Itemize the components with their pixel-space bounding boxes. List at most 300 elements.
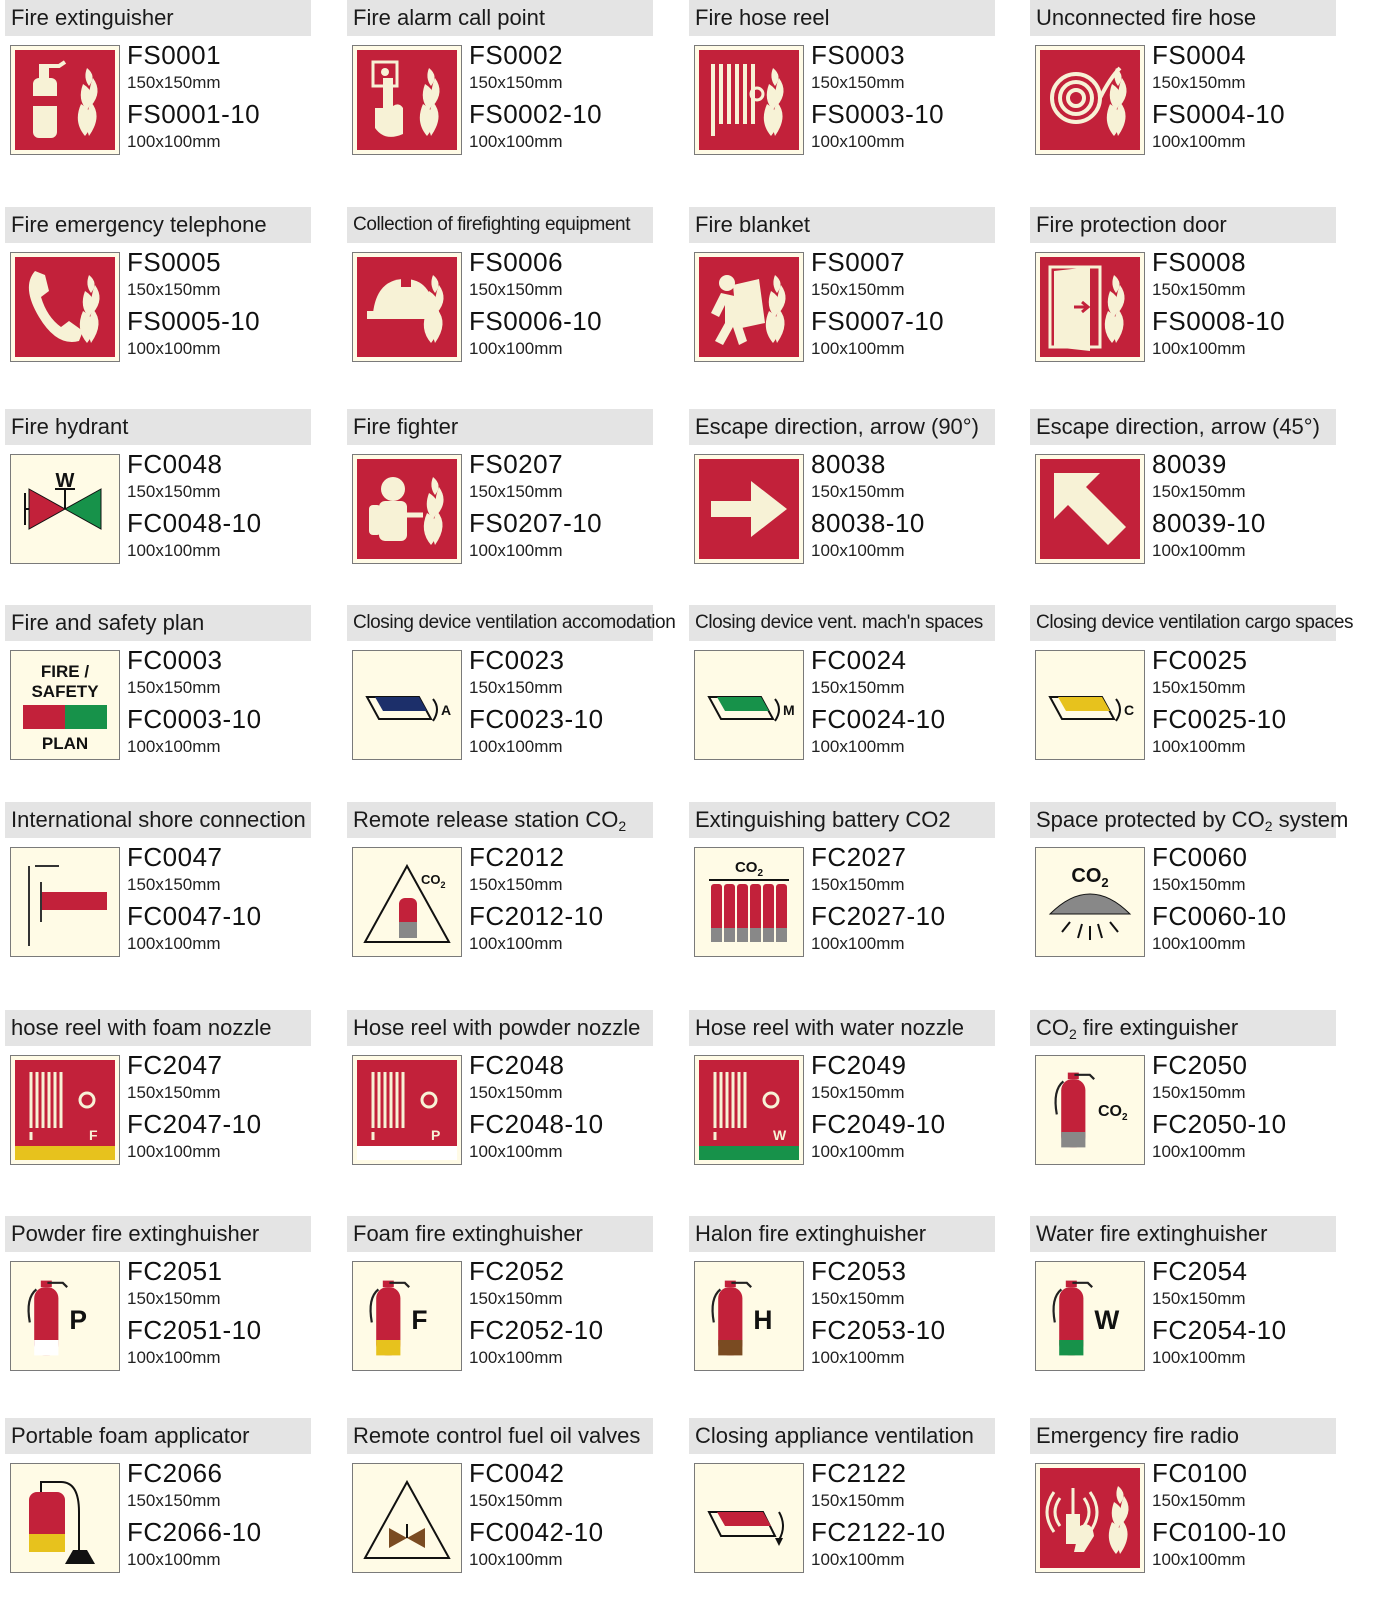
sign-title [1030, 0, 1336, 36]
sign-title-text: Powder fire extinghuisher [11, 1221, 260, 1246]
product-size-small: 100x100mm [1152, 737, 1246, 756]
sign-title [347, 802, 653, 838]
svg-text:PLAN: PLAN [41, 734, 89, 753]
product-code: FC0042 [469, 1458, 565, 1488]
sign-card [1030, 1216, 1336, 1396]
product-size: 150x150mm [811, 1289, 905, 1308]
sign-graphic [357, 655, 457, 755]
product-code: FS0007 [811, 247, 906, 277]
sign-card [347, 207, 653, 387]
svg-text:H: H [753, 1305, 773, 1335]
product-code-small: FC0060-10 [1152, 901, 1287, 931]
sign-title [689, 0, 995, 36]
sign-title [5, 1418, 311, 1454]
product-size-small: 100x100mm [811, 1142, 905, 1161]
sign-graphic [15, 459, 115, 559]
sign-title [689, 802, 995, 838]
svg-text:W: W [773, 1127, 787, 1143]
sign-title-text: Fire and safety plan [11, 610, 205, 635]
sign-title-text: Portable foam applicator [11, 1423, 250, 1448]
sign-card [347, 409, 653, 589]
product-size: 150x150mm [127, 482, 221, 501]
product-code-small: FC0003-10 [127, 704, 262, 734]
sign-title [1030, 1418, 1336, 1454]
product-code-small: 80038-10 [811, 508, 925, 538]
svg-text:FIRE /: FIRE / [40, 662, 90, 681]
sign-title [689, 1216, 995, 1252]
sign-codes [811, 40, 995, 158]
sign-codes [1152, 1256, 1336, 1374]
product-code-small: FC2047-10 [127, 1109, 262, 1139]
sign-title-suffix: fire extinguisher [1076, 1015, 1239, 1040]
sign-codes [811, 1256, 995, 1374]
product-code: FC2053 [811, 1256, 907, 1286]
sign-codes [1152, 1050, 1336, 1168]
product-size-small: 100x100mm [469, 1550, 563, 1569]
sign-title [5, 207, 311, 243]
product-size: 150x150mm [469, 1289, 563, 1308]
sign-title-subscript: 2 [1069, 1026, 1077, 1042]
sign-title-suffix: system [1272, 807, 1349, 832]
product-size-small: 100x100mm [469, 934, 563, 953]
halon-extinguisher-icon [694, 1261, 804, 1371]
sign-graphic [699, 852, 799, 952]
product-code: FS0001 [127, 40, 222, 70]
sign-title [1030, 802, 1349, 838]
product-size: 150x150mm [1152, 73, 1246, 92]
unconnected-fire-hose-icon [1035, 45, 1145, 155]
sign-card [1030, 207, 1336, 387]
sign-codes [469, 247, 653, 365]
sign-graphic [15, 1060, 115, 1160]
product-size-small: 100x100mm [811, 934, 905, 953]
product-code-small: 80039-10 [1152, 508, 1266, 538]
fire-blanket-icon [694, 252, 804, 362]
product-size-small: 100x100mm [127, 1142, 221, 1161]
product-code: FC2050 [1152, 1050, 1248, 1080]
sign-card [347, 1010, 653, 1190]
product-size: 150x150mm [811, 73, 905, 92]
fire-safety-plan-icon [10, 650, 120, 760]
product-code: FC0048 [127, 449, 223, 479]
product-size-small: 100x100mm [811, 737, 905, 756]
product-code: FC2051 [127, 1256, 223, 1286]
svg-text:W: W [55, 470, 75, 492]
fuel-oil-valve-icon [352, 1463, 462, 1573]
sign-title-text: Remote release station CO [353, 807, 619, 832]
product-code: FC0025 [1152, 645, 1248, 675]
product-size-small: 100x100mm [469, 1142, 563, 1161]
sign-card [1030, 605, 1354, 785]
sign-codes [811, 842, 995, 960]
sign-codes [469, 1050, 653, 1168]
svg-text:CO2: $CO_2$ [1071, 865, 1109, 890]
product-code-small: FC0048-10 [127, 508, 262, 538]
sign-graphic [357, 257, 457, 357]
sign-title [347, 0, 653, 36]
product-code: FC2066 [127, 1458, 223, 1488]
sign-title-text: Extinguishing battery CO2 [695, 807, 951, 832]
product-code-small: FC2048-10 [469, 1109, 604, 1139]
sign-card [5, 207, 311, 387]
product-code-small: FC0042-10 [469, 1517, 604, 1547]
sign-title [1030, 1216, 1336, 1252]
product-size: 150x150mm [1152, 1491, 1246, 1510]
sign-graphic [357, 852, 457, 952]
sign-title-text: Closing device vent. mach'n spaces [695, 612, 983, 633]
sign-title-text: Unconnected fire hose [1036, 5, 1257, 30]
sign-title-text: Closing appliance ventilation [695, 1423, 974, 1448]
product-size: 150x150mm [469, 280, 563, 299]
product-code: FS0006 [469, 247, 564, 277]
svg-text:P: P [69, 1305, 88, 1335]
product-size-small: 100x100mm [469, 541, 563, 560]
sign-card [689, 409, 995, 589]
product-size: 150x150mm [469, 1491, 563, 1510]
sign-title-text: hose reel with foam nozzle [11, 1015, 272, 1040]
product-size: 150x150mm [811, 482, 905, 501]
foam-applicator-icon [10, 1463, 120, 1573]
product-size-small: 100x100mm [127, 737, 221, 756]
arrow-right-icon [694, 454, 804, 564]
ventilation-flap-icon [1035, 650, 1145, 760]
product-code-small: FS0005-10 [127, 306, 261, 336]
product-size-small: 100x100mm [811, 1550, 905, 1569]
sign-title [347, 1010, 653, 1046]
product-size: 150x150mm [127, 280, 221, 299]
product-code-small: FS0004-10 [1152, 99, 1286, 129]
sign-card [689, 605, 995, 785]
sign-codes [811, 1458, 995, 1576]
sign-title [689, 1418, 995, 1454]
sign-title-text: Closing device ventilation cargo spaces [1036, 612, 1354, 633]
sign-title-text: Fire hydrant [11, 414, 129, 439]
sign-codes [469, 645, 653, 763]
sign-title [347, 409, 653, 445]
sign-card [347, 0, 653, 180]
sign-title [5, 605, 311, 641]
product-size: 150x150mm [469, 482, 563, 501]
svg-text:P: P [431, 1127, 441, 1143]
sign-card [689, 0, 995, 180]
product-size-small: 100x100mm [1152, 934, 1246, 953]
sign-title [689, 1010, 995, 1046]
sign-title [347, 605, 676, 641]
sign-graphic [357, 459, 457, 559]
sign-card [347, 605, 676, 785]
product-code-small: FC2066-10 [127, 1517, 262, 1547]
product-code-small: FS0207-10 [469, 508, 603, 538]
sign-card [689, 1216, 995, 1396]
sign-graphic [699, 459, 799, 559]
product-size-small: 100x100mm [469, 132, 563, 151]
product-code-small: FC0100-10 [1152, 1517, 1287, 1547]
product-code-small: FC2052-10 [469, 1315, 604, 1345]
product-size-small: 100x100mm [127, 541, 221, 560]
product-code: 80038 [811, 449, 886, 479]
product-size: 150x150mm [1152, 482, 1246, 501]
product-size: 150x150mm [811, 280, 905, 299]
sign-title-text: Water fire extinghuisher [1036, 1221, 1268, 1246]
product-code-small: FS0003-10 [811, 99, 945, 129]
product-code: FS0004 [1152, 40, 1247, 70]
sign-graphic [357, 50, 457, 150]
fire-telephone-icon [10, 252, 120, 362]
sign-graphic [699, 50, 799, 150]
sign-title-text: Fire alarm call point [353, 5, 545, 30]
sign-codes [127, 1458, 311, 1576]
svg-text:W: W [1094, 1305, 1120, 1335]
sign-graphic [1040, 257, 1140, 357]
product-code: 80039 [1152, 449, 1227, 479]
product-size: 150x150mm [127, 875, 221, 894]
sign-title [689, 207, 995, 243]
product-size: 150x150mm [811, 678, 905, 697]
product-code: FC0047 [127, 842, 223, 872]
sign-graphic [1040, 852, 1140, 952]
sign-title-text: CO [1036, 1015, 1069, 1040]
product-size-small: 100x100mm [127, 339, 221, 358]
product-size: 150x150mm [811, 1083, 905, 1102]
sign-graphic [699, 1266, 799, 1366]
product-size-small: 100x100mm [1152, 132, 1246, 151]
sign-graphic [357, 1060, 457, 1160]
product-code-small: FS0006-10 [469, 306, 603, 336]
product-code: FC0023 [469, 645, 565, 675]
sign-codes [1152, 247, 1336, 365]
product-size: 150x150mm [1152, 678, 1246, 697]
product-code: FC2047 [127, 1050, 223, 1080]
product-size-small: 100x100mm [127, 1550, 221, 1569]
product-size-small: 100x100mm [127, 1348, 221, 1367]
fire-hydrant-valve-icon [10, 454, 120, 564]
svg-text:SAFETY: SAFETY [31, 682, 99, 701]
sign-graphic [699, 257, 799, 357]
sign-graphic [1040, 655, 1140, 755]
sign-title [1030, 409, 1336, 445]
sign-title [1030, 207, 1336, 243]
sign-graphic [1040, 459, 1140, 559]
sign-card [1030, 1418, 1336, 1598]
product-size-small: 100x100mm [1152, 541, 1246, 560]
sign-card [347, 1418, 653, 1598]
sign-card [1030, 1010, 1336, 1190]
product-code: FC0003 [127, 645, 223, 675]
sign-codes [469, 1256, 653, 1374]
ventilation-flap-icon [352, 650, 462, 760]
product-code-small: FC2049-10 [811, 1109, 946, 1139]
product-size: 150x150mm [811, 875, 905, 894]
product-code-small: FC0023-10 [469, 704, 604, 734]
sign-title-text: Fire hose reel [695, 5, 830, 30]
sign-card [347, 1216, 653, 1396]
sign-card [1030, 802, 1349, 982]
powder-extinguisher-icon [10, 1261, 120, 1371]
sign-codes [469, 842, 653, 960]
sign-title [1030, 1010, 1336, 1046]
product-code-small: FC0025-10 [1152, 704, 1287, 734]
fire-fighter-icon [352, 454, 462, 564]
sign-codes [127, 247, 311, 365]
product-size-small: 100x100mm [1152, 1550, 1246, 1569]
product-code-small: FS0001-10 [127, 99, 261, 129]
sign-card [5, 1216, 311, 1396]
product-code-small: FC0047-10 [127, 901, 262, 931]
sign-graphic [699, 655, 799, 755]
product-code: FC0060 [1152, 842, 1248, 872]
sign-card [5, 605, 311, 785]
product-size: 150x150mm [469, 73, 563, 92]
sign-codes [469, 449, 653, 567]
sign-title-text: Escape direction, arrow (45°) [1036, 414, 1320, 439]
product-code: FS0003 [811, 40, 906, 70]
product-code-small: FC2122-10 [811, 1517, 946, 1547]
emergency-radio-icon [1035, 1463, 1145, 1573]
water-extinguisher-icon [1035, 1261, 1145, 1371]
product-size: 150x150mm [811, 1491, 905, 1510]
sign-title [689, 409, 995, 445]
sign-title [5, 0, 311, 36]
sign-title-subscript: 2 [1264, 818, 1273, 834]
product-size: 150x150mm [127, 1289, 221, 1308]
svg-text:CO2: $CO_2$ [734, 859, 764, 879]
sign-title [5, 802, 311, 838]
sign-title-text: Halon fire extinghuisher [695, 1221, 927, 1246]
sign-title-subscript: 2 [618, 818, 627, 834]
product-size-small: 100x100mm [1152, 339, 1246, 358]
svg-text:C: C [1124, 702, 1135, 718]
svg-text:CO2: $CO_2$ [1098, 1103, 1128, 1123]
product-code: FC2122 [811, 1458, 907, 1488]
product-size: 150x150mm [127, 1491, 221, 1510]
product-code: FC2052 [469, 1256, 565, 1286]
product-code: FS0002 [469, 40, 564, 70]
hose-reel-water-icon [694, 1055, 804, 1165]
product-code: FS0008 [1152, 247, 1247, 277]
sign-graphic [357, 1468, 457, 1568]
sign-codes [811, 247, 995, 365]
sign-graphic [1040, 1266, 1140, 1366]
product-size: 150x150mm [1152, 280, 1246, 299]
product-size-small: 100x100mm [811, 541, 905, 560]
co2-battery-icon [694, 847, 804, 957]
product-code-small: FS0002-10 [469, 99, 603, 129]
product-size-small: 100x100mm [811, 1348, 905, 1367]
sign-graphic [15, 1468, 115, 1568]
sign-codes [127, 1050, 311, 1168]
sign-title-text: Hose reel with water nozzle [695, 1015, 965, 1040]
product-code: FS0005 [127, 247, 222, 277]
product-size-small: 100x100mm [1152, 1142, 1246, 1161]
sign-graphic [699, 1060, 799, 1160]
sign-title-text: Fire emergency telephone [11, 212, 267, 237]
sign-title-text: Closing device ventilation accomodation [353, 612, 676, 633]
product-size: 150x150mm [1152, 1083, 1246, 1102]
sign-codes [811, 645, 995, 763]
sign-codes [469, 1458, 653, 1576]
product-code-small: FC2054-10 [1152, 1315, 1287, 1345]
sign-title-text: Collection of firefighting equipment [353, 214, 631, 235]
firefighting-equipment-icon [352, 252, 462, 362]
product-size: 150x150mm [469, 678, 563, 697]
product-code-small: FC2050-10 [1152, 1109, 1287, 1139]
product-size-small: 100x100mm [811, 339, 905, 358]
svg-text:F: F [411, 1305, 428, 1335]
product-code: FC2049 [811, 1050, 907, 1080]
product-size-small: 100x100mm [469, 737, 563, 756]
sign-title-text: Fire fighter [353, 414, 459, 439]
sign-title [347, 1418, 653, 1454]
sign-codes [1152, 842, 1336, 960]
product-code: FC0024 [811, 645, 907, 675]
sign-title-text: Fire extinguisher [11, 5, 174, 30]
product-code-small: FS0007-10 [811, 306, 945, 336]
svg-text:F: F [89, 1127, 98, 1143]
sign-card [1030, 409, 1336, 589]
sign-graphic [1040, 1060, 1140, 1160]
sign-card [689, 802, 995, 982]
sign-title-text: Emergency fire radio [1036, 1423, 1239, 1448]
sign-graphic [15, 852, 115, 952]
sign-graphic [15, 1266, 115, 1366]
sign-title-text: Hose reel with powder nozzle [353, 1015, 641, 1040]
fire-door-icon [1035, 252, 1145, 362]
sign-title-text: Fire protection door [1036, 212, 1227, 237]
product-code: FC0100 [1152, 1458, 1248, 1488]
product-size-small: 100x100mm [469, 1348, 563, 1367]
product-code-small: FC2012-10 [469, 901, 604, 931]
sign-title [5, 1216, 311, 1252]
sign-codes [127, 449, 311, 567]
product-code: FC2048 [469, 1050, 565, 1080]
sign-title [689, 605, 995, 641]
sign-graphic [1040, 50, 1140, 150]
arrow-up-left-icon [1035, 454, 1145, 564]
sign-codes [1152, 449, 1336, 567]
sign-codes [469, 40, 653, 158]
closing-appliance-icon [694, 1463, 804, 1573]
sign-codes [811, 1050, 995, 1168]
fire-hose-reel-icon [694, 45, 804, 155]
sign-codes [127, 1256, 311, 1374]
product-size-small: 100x100mm [811, 132, 905, 151]
sign-graphic [15, 50, 115, 150]
sign-title-text: Foam fire extinghuisher [353, 1221, 583, 1246]
product-size-small: 100x100mm [127, 132, 221, 151]
sign-graphic [15, 257, 115, 357]
co2-protected-space-icon [1035, 847, 1145, 957]
sign-card [5, 0, 311, 180]
sign-codes [1152, 40, 1336, 158]
sign-codes [811, 449, 995, 567]
product-code-small: FC2027-10 [811, 901, 946, 931]
product-size: 150x150mm [127, 73, 221, 92]
sign-card [347, 802, 653, 982]
sign-codes [1152, 1458, 1336, 1576]
sign-title-text: International shore connection [11, 807, 306, 832]
product-size: 150x150mm [469, 1083, 563, 1102]
sign-title-text: Escape direction, arrow (90°) [695, 414, 979, 439]
sign-title [5, 1010, 311, 1046]
product-size: 150x150mm [1152, 1289, 1246, 1308]
sign-card [689, 207, 995, 387]
sign-graphic [699, 1468, 799, 1568]
sign-card [689, 1418, 995, 1598]
product-code-small: FC0024-10 [811, 704, 946, 734]
product-code-small: FS0008-10 [1152, 306, 1286, 336]
svg-text:M: M [783, 702, 795, 718]
sign-card [1030, 0, 1336, 180]
